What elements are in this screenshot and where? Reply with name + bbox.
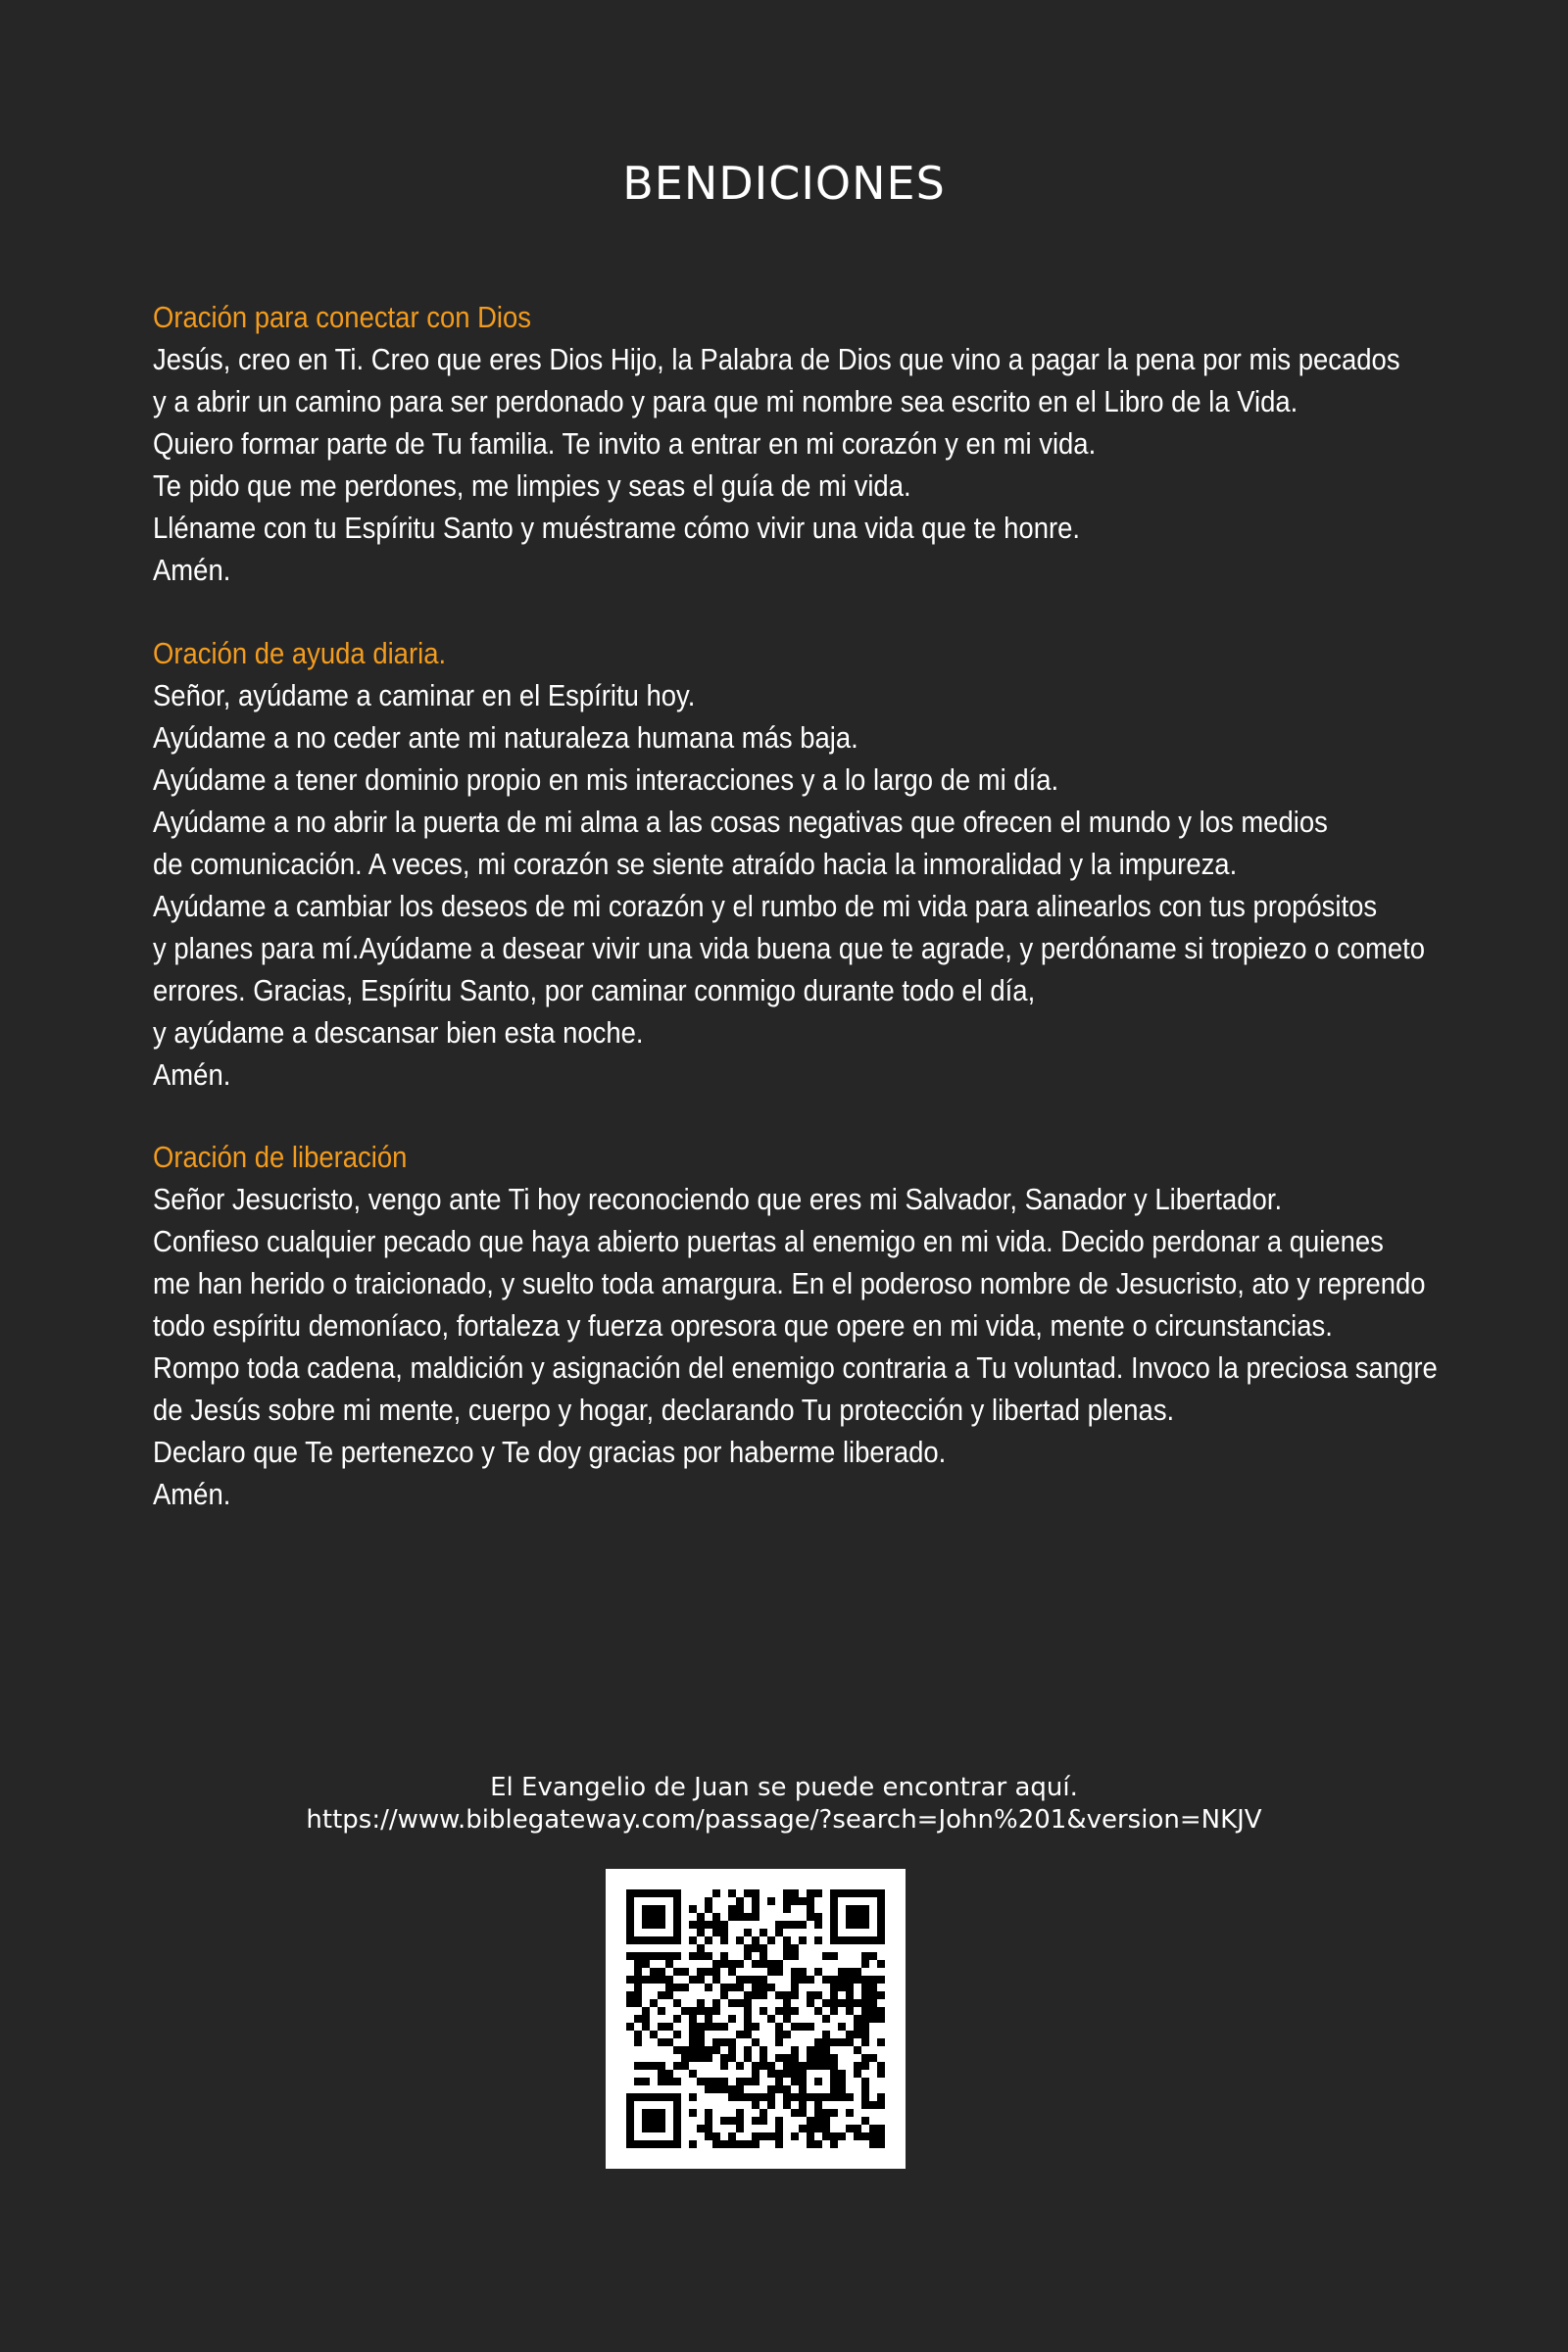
page-title: BENDICIONES (622, 157, 946, 210)
prayer-line: y a abrir un camino para ser perdonado y para que mi nombre sea escrito en el Libro de la Vida. (153, 385, 1298, 418)
prayer-line: Lléname con tu Espíritu Santo y muéstrame cómo vivir una vida que te honre. (153, 512, 1080, 545)
prayer-line: Señor, ayúdame a caminar en el Espíritu hoy. (153, 679, 696, 712)
prayer-line: y ayúdame a descansar bien esta noche. (153, 1016, 644, 1050)
prayer-line: me han herido o traicionado, y suelto toda amargura. En el poderoso nombre de Jesucristo, ato y reprendo (153, 1267, 1426, 1300)
prayer-heading: Oración para conectar con Dios (153, 301, 532, 334)
prayer-line: Amén. (153, 554, 231, 587)
prayer-line: Ayúdame a tener dominio propio en mis interacciones y a lo largo de mi día. (153, 763, 1059, 797)
prayer-line: todo espíritu demoníaco, fortaleza y fuerza opresora que opere en mi vida, mente o circunstancias. (153, 1309, 1333, 1343)
prayer-line: Te pido que me perdones, me limpies y seas el guía de mi vida. (153, 469, 911, 503)
prayer-heading: Oración de ayuda diaria. (153, 637, 447, 670)
prayer-line: Ayúdame a cambiar los deseos de mi corazón y el rumbo de mi vida para alinearlos con tus propósitos (153, 890, 1378, 923)
prayer-line: de comunicación. A veces, mi corazón se siente atraído hacia la inmoralidad y la impureza. (153, 848, 1238, 881)
prayer-line: y planes para mí.Ayúdame a desear vivir una vida buena que te agrade, y perdóname si tropiezo o cometo (153, 932, 1426, 965)
prayer-line: Confieso cualquier pecado que haya abierto puertas al enemigo en mi vida. Decido perdonar a quienes (153, 1225, 1384, 1258)
prayer-section-conectar (153, 297, 1400, 592)
prayer-line: Señor Jesucristo, vengo ante Ti hoy reconociendo que eres mi Salvador, Sanador y Libertador. (153, 1183, 1283, 1216)
qr-code (606, 1869, 906, 2169)
prayer-line: Ayúdame a no abrir la puerta de mi alma a las cosas negativas que ofrecen el mundo y los medios (153, 806, 1328, 839)
prayer-line: Ayúdame a no ceder ante mi naturaleza humana más baja. (153, 721, 858, 755)
prayer-line: Amén. (153, 1058, 231, 1092)
prayer-line: errores. Gracias, Espíritu Santo, por caminar conmigo durante todo el día, (153, 974, 1036, 1007)
prayer-section-liberacion (153, 1137, 1438, 1516)
footer-url-link[interactable]: https://www.biblegateway.com/passage/?search=John%201&version=NKJV (306, 1805, 1262, 1835)
footer-text: El Evangelio de Juan se puede encontrar aquí. (490, 1773, 1078, 1802)
prayer-line: Jesús, creo en Ti. Creo que eres Dios Hijo, la Palabra de Dios que vino a pagar la pena por mis pecados (153, 343, 1400, 376)
prayer-line: Quiero formar parte de Tu familia. Te invito a entrar en mi corazón y en mi vida. (153, 427, 1097, 461)
prayer-line: Rompo toda cadena, maldición y asignación del enemigo contraria a Tu voluntad. Invoco la preciosa sangre (153, 1351, 1438, 1385)
prayer-line: Declaro que Te pertenezco y Te doy gracias por haberme liberado. (153, 1436, 947, 1469)
prayer-heading: Oración de liberación (153, 1141, 408, 1174)
prayer-line: de Jesús sobre mi mente, cuerpo y hogar, declarando Tu protección y libertad plenas. (153, 1394, 1175, 1427)
qr-code-icon (626, 1889, 885, 2148)
prayer-section-ayuda-diaria (153, 633, 1426, 1097)
prayer-line: Amén. (153, 1478, 231, 1511)
